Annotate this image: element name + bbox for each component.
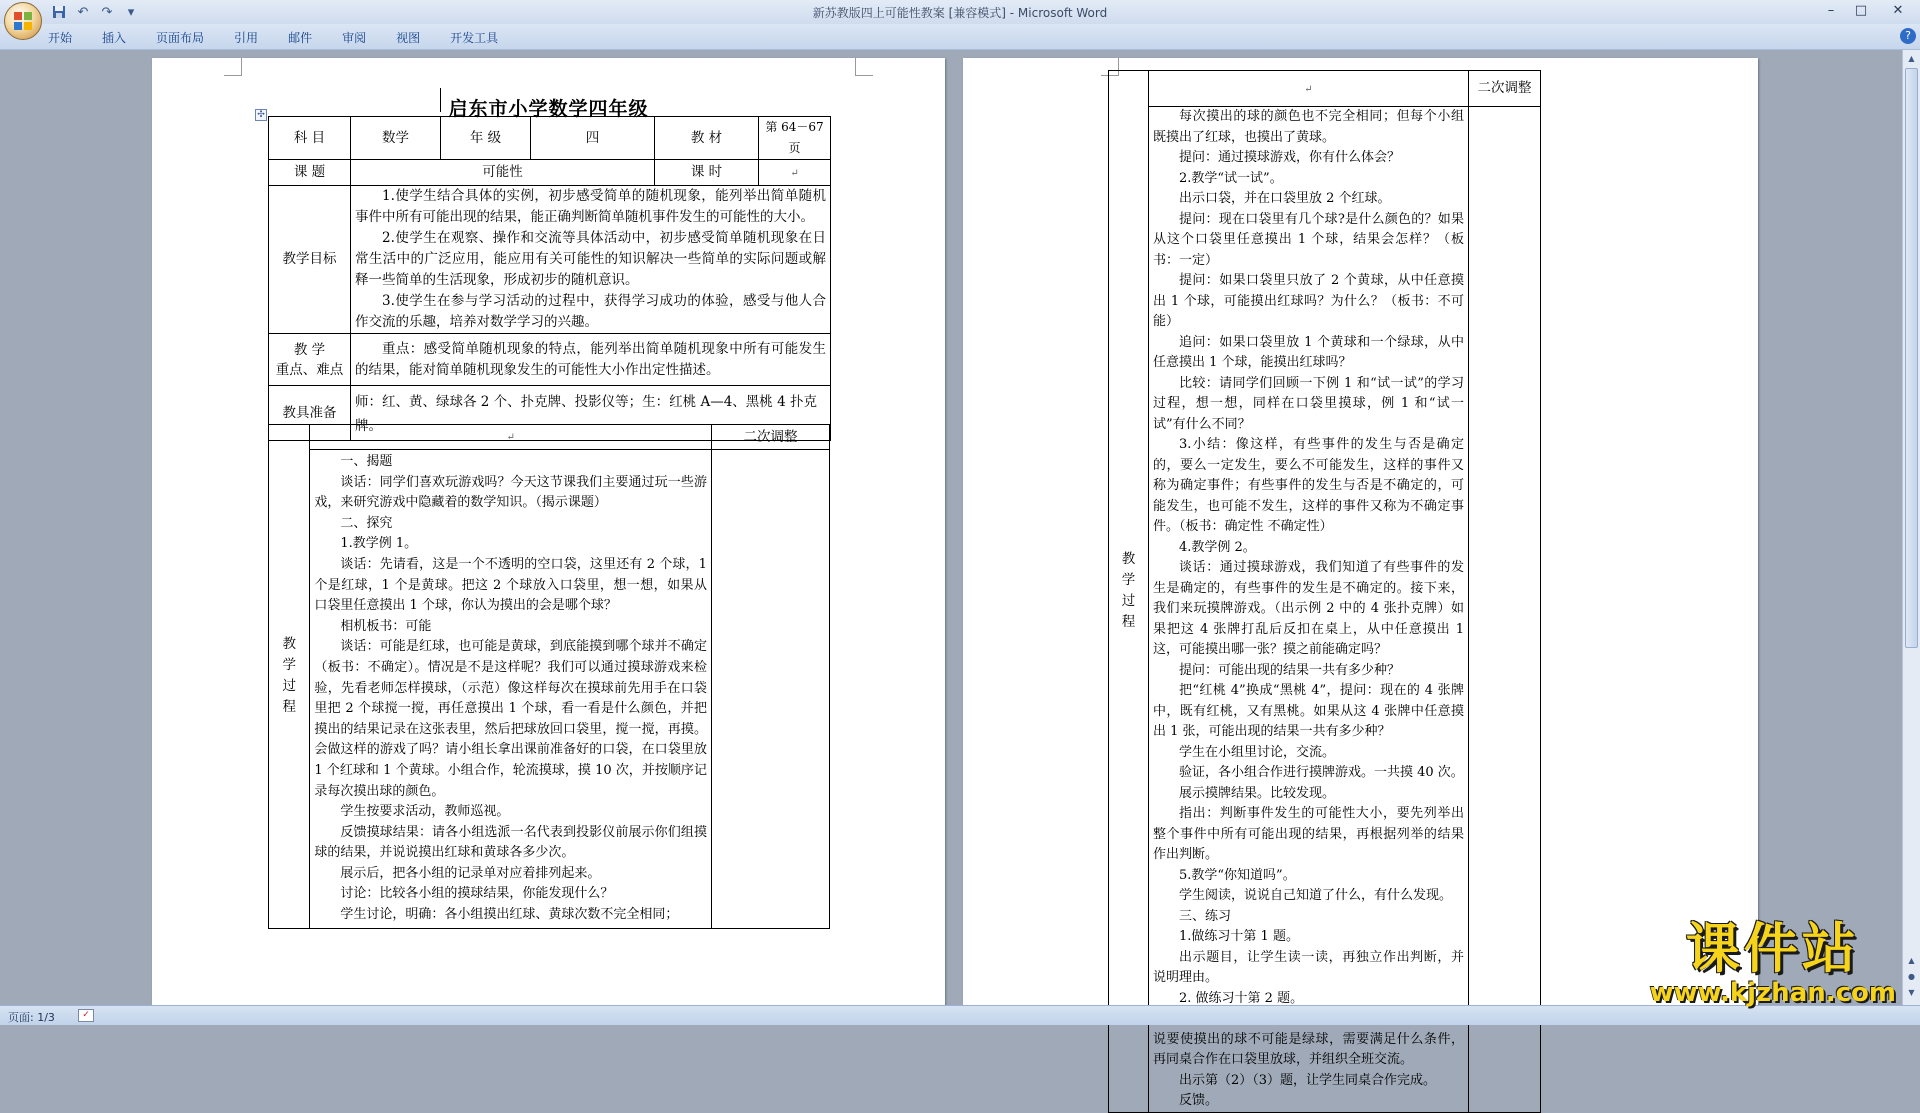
tab-developer[interactable]: 开发工具: [450, 31, 499, 45]
process-table-page2: [1108, 70, 1541, 1113]
subject-label: 科 目: [269, 117, 351, 160]
browse-object-icon[interactable]: ●: [1908, 972, 1915, 981]
process-line: 谈话：同学们喜欢玩游戏吗？今天这节课我们主要通过玩一些游戏，来研究游戏中隐藏着的数学知识。（揭示课题）: [314, 474, 707, 511]
title-bar: [0, 0, 1920, 24]
adjust-header: 二次调整: [1469, 71, 1541, 107]
process-label-char: 学: [282, 657, 296, 674]
process-lines: [1153, 107, 1464, 1112]
lesson-info-table: [268, 116, 831, 441]
process-line: 展示摸牌结果。比较发现。: [1179, 785, 1336, 801]
undo-icon[interactable]: ↶: [77, 4, 89, 20]
process-table-page1: [268, 424, 830, 929]
table-move-handle-icon[interactable]: ✣: [255, 109, 267, 121]
adjust-header: 二次调整: [711, 425, 829, 450]
process-line: 反馈摸球结果：请各小组选派一名代表到投影仪前展示你们组摸球的结果，并说说摸出红球和黄球各多少次。: [314, 824, 707, 861]
help-icon[interactable]: ?: [1900, 28, 1916, 44]
key-points-label-line: 重点、难点: [275, 361, 344, 378]
proofing-icon[interactable]: ✓: [78, 1009, 94, 1022]
grade-label: 年 级: [441, 117, 531, 160]
status-bar: [0, 1005, 1920, 1025]
process-line: 1.教学例 1。: [340, 536, 418, 552]
process-line: 说要使摸出的球不可能是绿球，需要满足什么条件，再同桌合作在口袋里放球，并组织全班交流。: [1153, 1031, 1464, 1067]
process-line: 反馈。: [1179, 1093, 1219, 1108]
minimize-button[interactable]: –: [1827, 2, 1835, 18]
process-line: 相机板书：可能: [340, 618, 432, 634]
key-points-label-line: 教 学: [293, 341, 326, 358]
text-cursor: [440, 88, 441, 112]
window-controls: [1816, 0, 1920, 22]
goals-label: 教学目标: [269, 186, 351, 334]
key-points-text: 重点：感受简单随机现象的特点，能列举出简单随机现象中所有可能发生的结果，能对简单随机现象发生的可能性大小作出定性描述。: [351, 334, 831, 386]
hours-value: [759, 160, 831, 186]
process-line: 谈话：通过摸球游戏，我们知道了有些事件的发生是确定的，有些事件的发生是不确定的。接下来，我们来玩摸牌游戏。（出示例 2 中的 4 张扑克牌）如果把这 4 张牌打乱后反扣在桌上，从中任意摸出 1 这，可能摸出哪一张？摸之前能确定吗？: [1153, 560, 1464, 657]
process-line: 验证，各小组合作进行摸牌游戏。一共摸 40 次。: [1179, 765, 1464, 780]
process-line: 比较：请同学们回顾一下例 1 和“试一试”的学习过程，想一想，同样在口袋里摸球，例 1 和“试一试”有什么不同？: [1153, 375, 1464, 432]
topic-value: 可能性: [351, 160, 655, 186]
close-button[interactable]: ✕: [1892, 2, 1904, 18]
process-line: 提问：现在口袋里有几个球?是什么颜色的？如果从这个口袋里任意摸出 1 个球，结果会怎样？（板书：一定）: [1153, 211, 1464, 268]
process-line: 3.小结：像这样，有些事件的发生与否是确定的，要么一定发生，要么不可能发生，这样的事件又称为确定事件；有些事件的发生与否是不确定的，可能发生，也可能不发生，这样的事件又称为不确定事件。（板书：确定性 不确定性）: [1153, 437, 1464, 534]
process-line: 2.教学“试一试”。: [1179, 170, 1283, 186]
adjust-cell: [1469, 107, 1541, 1113]
page-2: [963, 58, 1758, 1108]
tab-view[interactable]: 视图: [396, 31, 421, 45]
customize-icon[interactable]: ▾: [127, 4, 135, 20]
process-header-blank: [310, 425, 712, 450]
topic-label: 课 题: [269, 160, 351, 186]
process-line: 指出：判断事件发生的可能性大小，要先列举出整个事件中所有可能出现的结果，再根据列举的结果作出判断。: [1153, 806, 1464, 862]
process-label-char: 程: [1121, 614, 1136, 631]
process-line: 提问：如果口袋里只放了 2 个黄球，从中任意摸出 1 个球，可能摸出红球吗？为什么？（板书：不可能）: [1153, 273, 1464, 329]
margin-corner: [224, 58, 242, 76]
process-line: 展示后，把各小组的记录单对应着排列起来。: [340, 865, 601, 881]
goal-text: 1.使学生结合具体的实例，初步感受简单的随机现象，能列举出简单随机事件中所有可能出现的结果，能正确判断简单随机事件发生的可能性的大小。: [355, 188, 827, 225]
process-line: 提问：可能出现的结果一共有多少种？: [1179, 662, 1401, 678]
watermark-title: 课件站: [1685, 917, 1860, 980]
process-line: 学生讨论，明确：各小组摸出红球、黄球次数不完全相同；: [340, 907, 679, 923]
process-line: 把“红桃 4”换成“黑桃 4”，提问：现在的 4 张牌中，既有红桃，又有黑桃。如果从这 4 张牌中任意摸出 1 张，可能出现的结果一共有多少种？: [1153, 683, 1464, 739]
tab-review[interactable]: 审阅: [342, 31, 367, 45]
watermark-url: www.kjzhan.com: [1649, 978, 1896, 1008]
page-indicator[interactable]: 页面: 1/3: [8, 1011, 55, 1024]
office-logo-icon: [11, 9, 35, 33]
process-header-blank: [1149, 71, 1469, 107]
adjust-cell: [711, 450, 829, 929]
process-label-char: 过: [282, 678, 296, 695]
goal-text: 2.使学生在观察、操作和交流等具体活动中，初步感受简单随机现象在日常生活中的广泛应用，能应用有关可能性的知识解决一些简单的实际问题或解释一些简单的生活现象，形成初步的随机意识。: [355, 230, 827, 288]
process-line: 讨论：比较各小组的摸球结果，你能发现什么？: [340, 886, 614, 902]
redo-icon[interactable]: ↷: [101, 4, 113, 20]
process-line: 二、探究: [340, 515, 393, 531]
process-line: 提问：通过摸球游戏，你有什么体会？: [1179, 150, 1401, 165]
office-button[interactable]: [4, 2, 42, 40]
next-page-icon[interactable]: ▼: [1908, 988, 1915, 997]
window-title: 新苏教版四上可能性教案 [兼容模式] - Microsoft Word: [812, 6, 1108, 20]
process-line: 一、揭题: [340, 454, 393, 469]
paragraph-mark: ↵: [790, 167, 799, 179]
maximize-button[interactable]: □: [1854, 2, 1868, 18]
process-line: 4.教学例 2。: [1179, 539, 1256, 555]
process-content-page2: [1149, 107, 1469, 1113]
process-line: 学生阅读，说说自己知道了什么，有什么发现。: [1179, 888, 1453, 903]
tab-home[interactable]: 开始: [48, 31, 73, 45]
process-label: [1109, 71, 1149, 1113]
process-line: 1.做练习十第 1 题。: [1179, 929, 1299, 944]
page-1: [152, 58, 945, 1018]
hours-label: 课 时: [655, 160, 759, 186]
process-label-char: 学: [1121, 572, 1136, 589]
tools-text: 师：红、黄、绿球各 2 个、扑克牌、投影仪等；生：红桃 A—4、黑桃 4 扑克牌。: [351, 386, 831, 441]
margin-corner: [855, 58, 873, 76]
process-line: 谈话：可能是红球，也可能是黄球，到底能摸到哪个球并不确定（板书：不确定）。情况是不是这样呢？我们可以通过摸球游戏来检验，先看老师怎样摸球，（示范）像这样每次在摸球前先用手在口袋里把 2 个球搅一搅，再任意摸出 1 个球，看一看是什么颜色，并把摸出的结果记录在这张表里，然后把球放回口袋里，搅一搅，再摸。会做这样的游戏了吗？请小组长拿出课前准备好的口袋，在口袋里放 1 个红球和 1 个黄球。小组合作，轮流摸球，摸 10 次，并按顺序记录每次摸出球的颜色。: [314, 639, 707, 799]
process-line: 2. 做练习十第 2 题。: [1179, 990, 1304, 1006]
textbook-value: 第 64－67页: [759, 117, 831, 160]
vertical-scrollbar[interactable]: [1902, 50, 1920, 1005]
tools-label: 教具准备: [269, 386, 351, 441]
tab-page-layout[interactable]: 页面布局: [156, 31, 205, 45]
tab-insert[interactable]: 插入: [102, 31, 127, 45]
tab-mailings[interactable]: 邮件: [288, 31, 313, 45]
process-lines: [314, 452, 707, 926]
scroll-thumb[interactable]: [1905, 68, 1918, 648]
process-label-char: 教: [1121, 551, 1136, 568]
process-line: 三、练习: [1179, 908, 1232, 924]
paragraph-mark: ↵: [506, 432, 515, 443]
process-line: 出示口袋，并在口袋里放 2 个红球。: [1179, 191, 1391, 206]
subject-value: 数学: [351, 117, 441, 160]
process-label-char: 教: [282, 636, 296, 653]
process-line: 谈话：先请看，这是一个不透明的空口袋，这里还有 2 个球，1 个是红球，1 个是黄球。把这 2 个球放入口袋里，想一想，如果从口袋里任意摸出 1 个球，你认为摸出的会是哪个球？: [314, 556, 707, 614]
process-line: 学生在小组里讨论，交流。: [1179, 744, 1336, 760]
process-line: 学生按要求活动，教师巡视。: [340, 804, 510, 820]
key-points-label: [269, 334, 351, 386]
process-line: 出示题目，让学生读一读，再独立作出判断，并说明理由。: [1153, 949, 1464, 985]
site-watermark: [1649, 917, 1896, 1008]
tab-references[interactable]: 引用: [234, 31, 259, 45]
process-content-page1: [310, 450, 712, 929]
scroll-up-icon[interactable]: ▲: [1908, 54, 1915, 63]
process-line: 出示第（2）（3）题，让学生同桌合作完成。: [1179, 1072, 1437, 1088]
process-label-char: 程: [282, 699, 296, 716]
process-line: 每次摸出的球的颜色也不完全相同；但每个小组既摸出了红球，也摸出了黄球。: [1153, 109, 1464, 145]
prev-page-icon[interactable]: ▲: [1908, 956, 1915, 965]
paragraph-mark: ↵: [1304, 83, 1313, 95]
process-line: 5.教学“你知道吗”。: [1179, 867, 1296, 883]
goal-text: 3.使学生在参与学习活动的过程中，获得学习成功的体验，感受与他人合作交流的乐趣，培养对数学学习的兴趣。: [355, 293, 827, 330]
grade-value: 四: [531, 117, 655, 160]
goals-cell: [351, 186, 831, 334]
document-title: 启东市小学数学四年级: [448, 98, 649, 120]
process-label: [269, 425, 310, 929]
process-line: 追问：如果口袋里放 1 个黄球和一个绿球，从中任意摸出 1 个球，能摸出红球吗？: [1153, 334, 1464, 370]
ribbon-tab-bar: [0, 24, 1920, 50]
textbook-label: 教 材: [655, 117, 759, 160]
process-label-char: 过: [1121, 593, 1136, 610]
